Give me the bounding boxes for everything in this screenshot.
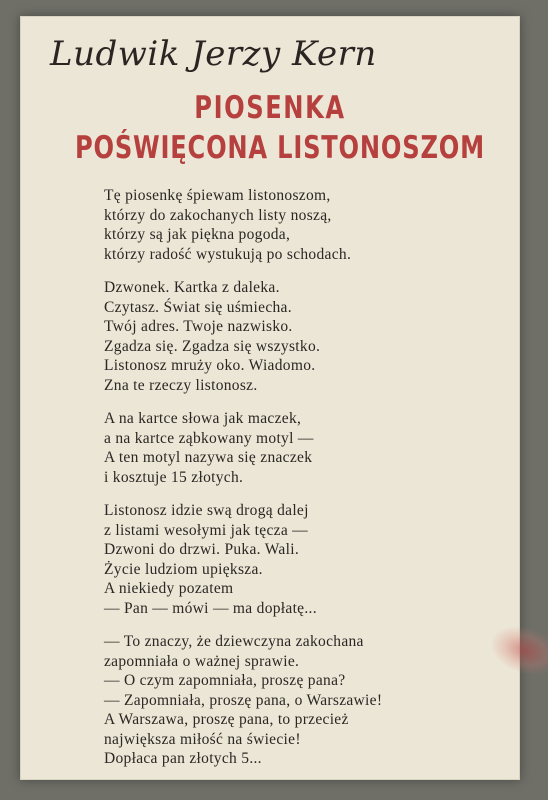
title-line-1: PIOSENKA xyxy=(194,90,346,126)
poem-line: — Pan — mówi — ma dopłatę... xyxy=(104,599,317,617)
poem-line: Twój adres. Twoje nazwisko. xyxy=(104,318,293,335)
poem-line: Czytasz. Świat się uśmiecha. xyxy=(104,298,292,316)
poem-line: — O czym zapomniała, proszę pana? xyxy=(104,672,346,689)
poem-line: Zna te rzeczy listonosz. xyxy=(104,376,258,394)
poem-line: Życie ludziom upiększa. xyxy=(104,560,263,578)
poem-line: zapomniała o ważnej sprawie. xyxy=(104,652,300,670)
poem-line: największa miłość na świecie! xyxy=(104,730,301,748)
stanza-5 xyxy=(104,632,504,769)
poem-line: którzy do zakochanych listy noszą, xyxy=(104,206,332,224)
poem-line: Listonosz mruży oko. Wiadomo. xyxy=(104,357,316,374)
poem-line: Dzwonek. Kartka z daleka. xyxy=(104,279,280,296)
title-line-2: POŚWIĘCONA LISTONOSZOM xyxy=(75,130,485,166)
poem-line: Zgadza się. Zgadza się wszystko. xyxy=(104,337,321,355)
poem-line: A niekiedy pozatem xyxy=(104,580,234,597)
poem-line: Dzwoni do drzwi. Puka. Wali. xyxy=(104,541,299,558)
poem-line: a na kartce ząbkowany motyl — xyxy=(104,429,314,447)
poem-line: — Zapomniała, proszę pana, o Warszawie! xyxy=(104,691,383,709)
poem-line: A ten motyl nazywa się znaczek xyxy=(104,449,313,466)
stanza-3 xyxy=(104,409,504,487)
poem-line: Dopłaca pan złotych 5... xyxy=(104,750,262,767)
author-name: Ludwik Jerzy Kern xyxy=(50,34,377,74)
poem-line: i kosztuje 15 złotych. xyxy=(104,468,244,486)
poem-line: Tę piosenkę śpiewam listonoszom, xyxy=(104,187,331,204)
poem-body xyxy=(104,186,504,783)
poem-line: A Warszawa, proszę pana, to przecież xyxy=(104,711,349,728)
poem-line: Listonosz idzie swą drogą dalej xyxy=(104,502,309,519)
poem-line: z listami wesołymi jak tęcza — xyxy=(104,521,308,539)
poem-line: A na kartce słowa jak maczek, xyxy=(104,410,302,427)
poem-line: którzy radość wystukują po schodach. xyxy=(104,245,352,263)
poem-line: którzy są jak piękna pogoda, xyxy=(104,226,291,243)
stanza-4 xyxy=(104,501,504,618)
poem-line: — To znaczy, że dziewczyna zakochana xyxy=(104,633,364,650)
stanza-1 xyxy=(104,186,504,264)
stanza-2 xyxy=(104,278,504,395)
